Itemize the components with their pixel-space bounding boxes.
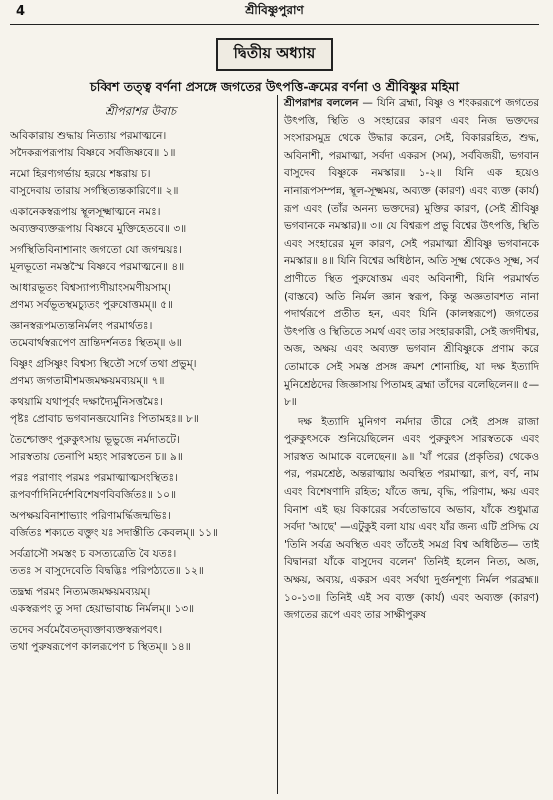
verse-3 [10, 204, 271, 238]
verse-line: কথয়ামি যথাপূর্বং দক্ষাদ্যৈর্মুনিসত্তমৈঃ। [10, 396, 163, 408]
sanskrit-verse-column [10, 95, 278, 794]
verse-line: অব্যক্তব্যক্তরূপায় বিষ্ণবে মুক্তিহেতবে॥ ৩॥ [10, 223, 187, 235]
verse-line: সদৈকরূপরূপায় বিষ্ণবে সর্বজিষ্ণবে॥ ১॥ [10, 147, 176, 159]
chapter-heading [10, 38, 539, 71]
verse-4 [10, 242, 271, 276]
verse-14 [10, 622, 271, 656]
translation-text-1: — যিনি ব্রহ্মা, বিষ্ণু ও শংকররূপে জগতের উৎপত্তি, স্থিতি ও সংহারের কারণ এবং নিজ ভক্তদের সংসারসমুদ্র থেকে উদ্ধার করেন, সেই, বিকাররহিত, শুদ্ধ, অবিনাশী, পরমাত্মা, সর্বদা একরস (সম), সর্ববিজয়ী, ভগবান বাসুদেব বিষ্ণুকে নমস্কার॥ ১-২॥ যিনি এক হয়েও নানারূপসম্পন্ন, স্থূল-সূক্ষ্মময়, অব্যক্ত (কারণ) এবং ব্যক্ত (কার্য) রূপ এবং (তাঁর অনন্য ভক্তদের) মুক্তির কারণ, (সেই শ্রীবিষ্ণু ভগবানকে নমস্কার)॥ ৩॥ যে বিশ্বরূপ প্রভু বিশ্বের উৎপত্তি, স্থিতি এবং সংহারের মূল কারণ, সেই পরমাত্মা শ্রীবিষ্ণু ভগবানকে নমস্কার॥ ৪॥ যিনি বিশ্বের অধিষ্ঠান, অতি সূক্ষ্ম থেকেও সূক্ষ্ম, সর্ব প্রাণীতে স্থিত পুরুষোত্তম এবং অবিনাশী, যিনি পরমার্থত (বাস্তবে) অতি নির্মল জ্ঞান স্বরূপ, কিন্তু অজ্ঞতাবশত নানা পদার্থরূপে প্রতীত হন, এবং যিনি (কালস্বরূপে) জগতের উৎপত্তি ও স্থিতিতে সমর্থ এবং তার সংহারকারী, সেই জগদীশ্বর, অজ, অক্ষয় এবং অব্যক্ত ভগবান শ্রীবিষ্ণুকে প্রণাম করে তোমাকে সেই সমস্ত প্রসঙ্গ ক্রমশ শোনাচ্ছি, যা দক্ষ ইত্যাদি মুনিশ্রেষ্ঠদের জিজ্ঞাসায় পিতামহ ব্রহ্মা তাঁদের বলেছিলেন॥ ৫—৮॥ [284, 97, 539, 409]
verse-line: বর্জিতঃ শক্যতে বক্তুং যঃ সদাস্তীতি কেবলম্॥ ১১॥ [10, 527, 219, 539]
verse-line: অপক্ষয়বিনাশাভ্যাং পরিণামর্দ্ধিজন্মভিঃ। [10, 510, 171, 522]
verse-line: জ্ঞানস্বরূপমত্যন্তনির্মলং পরমার্থতঃ। [10, 320, 153, 332]
verse-line: মূলভূতো নমস্তস্মৈ বিষ্ণবে পরমাত্মনে॥ ৪॥ [10, 261, 185, 273]
verse-2 [10, 166, 271, 200]
verse-line: তদেব সর্বমেবৈতদ্‌ব্যক্তাব্যক্তস্বরূপবৎ। [10, 624, 163, 636]
verse-13 [10, 584, 271, 618]
chapter-subtitle: চব্বিশ তত্ত্ব বর্ণনা প্রসঙ্গে জগতের উৎপত্তি-ক্রমের বর্ণনা ও শ্রীবিষ্ণুর মহিমা [90, 79, 459, 94]
verse-line: তথা পুরুষরূপেণ কালরূপেণ চ স্থিতম্॥ ১৪॥ [10, 641, 191, 653]
verse-line: অবিকারায় শুদ্ধায় নিত্যায় পরমাত্মনে। [10, 130, 167, 142]
verse-line: তদ্ব্রহ্ম পরমং নিত্যমজমক্ষয়মব্যয়ম্। [10, 586, 151, 598]
verse-line: প্রণম্য জগতামীশমজমক্ষয়মব্যয়ম্॥ ৭॥ [10, 375, 165, 387]
verse-line: পরঃ পরাণাং পরমঃ পরমাত্মাত্মসংস্থিতঃ। [10, 472, 178, 484]
verse-line: সর্গস্থিতিবিনাশানাং জগতো যো জগন্ময়ঃ। [10, 244, 182, 256]
verse-line: তমেবার্থস্বরূপেণ ভ্রান্তিদর্শনতঃ স্থিতম্॥ ৬॥ [10, 337, 182, 349]
verse-line: একানেকস্বরূপায় স্থূলসূক্ষ্মাত্মনে নমঃ। [10, 206, 161, 218]
verse-speaker: শ্রীপরাশর উবাচ [104, 104, 177, 118]
verse-line: তৈশ্চোক্তং পুরুকুৎসায় ভূভুজে নর্মদাতটে। [10, 434, 180, 446]
text-columns [10, 95, 539, 794]
verse-line: পৃষ্টঃ প্রোবাচ ভগবানব্জযোনিঃ পিতামহঃ॥ ৮॥ [10, 413, 199, 425]
verse-line: বাসুদেবায় তারায় সর্গস্থিত্যন্তকারিণে॥ ২॥ [10, 185, 179, 197]
verse-8 [10, 394, 271, 428]
verse-10 [10, 470, 271, 504]
verse-line: প্রণম্য সর্বভূতস্থমচ্যুতং পুরুষোত্তমম্॥ ৫॥ [10, 299, 173, 311]
verse-line: বিষ্ণুং গ্রসিষ্ণুং বিশ্বস্য স্থিতৌ সর্গে তথা প্রভুম্। [10, 358, 197, 370]
verse-5 [10, 280, 271, 314]
running-title: শ্রীবিষ্ণুপুরাণ [245, 3, 304, 17]
translation-speaker: শ্রীপরাশর বললেন [284, 97, 359, 109]
verse-line: আধারভূতং বিশ্বস্যাপ্যণীয়াংসমণীয়সাম্। [10, 282, 171, 294]
verse-line: রূপবর্ণাদিনির্দেশবিশেষণবিবর্জিতঃ॥ ১০॥ [10, 489, 177, 501]
verse-line: নমো হিরণ্যগর্ভায় হরয়ে শঙ্করায় চ। [10, 168, 151, 180]
verse-11 [10, 508, 271, 542]
translation-paragraph-2: দক্ষ ইত্যাদি মুনিগণ নর্মদার তীরে সেই প্রসঙ্গ রাজা পুরুকুৎসকে শুনিয়েছিলেন এবং পুরুকুৎস সারস্বতকে এবং সারস্বত আমাকে বলেছেন॥ ৯॥ 'যাঁ পরের (প্রকৃতির) থেকেও পর, পরমশ্রেষ্ঠ, অন্তরাত্মায় অবস্থিত পরমাত্মা, রূপ, বর্ণ, নাম এবং বিশেষণাদি রহিত; যাঁতে জন্ম, বৃদ্ধি, পরিণাম, ক্ষয় এবং বিনাশ এই ছয় বিকারের সর্বতোভাবে অভাব, যাঁকে শুধুমাত্র সর্বদা 'আছে' —এটুকুই বলা যায় এবং যাঁর জন্য এটি প্রসিদ্ধ যে 'তিনি সর্বত্র অবস্থিত এবং তাঁতেই সমগ্র বিশ্ব অধিষ্ঠিত— তাই বিদ্বানরা যাঁকে বাসুদেব বলেন' তিনিই হলেন নিত্য, অজ, অক্ষয়, অব্যয়, একরস এবং সর্বথা দুর্গুনশূণ্য নির্মল পরব্রহ্ম॥ ১০-১৩॥ তিনিই এই সব ব্যক্ত (কার্য) এবং অব্যক্ত (কারণ) জগতের রূপে এবং তার সাক্ষীপুরুষ [284, 415, 539, 622]
verse-line: একস্বরূপং তু সদা হেয়াভাবাচ্চ নির্মলম্॥ ১৩॥ [10, 603, 195, 615]
page-number: 4 [16, 4, 26, 19]
chapter-title: দ্বিতীয় অধ্যায় [216, 38, 334, 71]
verse-1 [10, 128, 271, 162]
verse-line: সারস্বতায় তেনাপি মহ্যং সারস্বতেন চ॥ ৯॥ [10, 451, 183, 463]
page-header [10, 0, 539, 25]
bengali-translation-column [278, 95, 539, 794]
verse-list [10, 128, 271, 656]
translation-paragraph-1 [284, 95, 539, 412]
verse-line: সর্বত্রাসৌ সমস্তং চ বসত্যত্রেতি বৈ যতঃ। [10, 548, 177, 560]
verse-12 [10, 546, 271, 580]
verse-6 [10, 318, 271, 352]
verse-7 [10, 356, 271, 390]
verse-9 [10, 432, 271, 466]
verse-line: ততঃ স বাসুদেবেতি বিদ্বদ্ভিঃ পরিপঠ্যতে॥ ১২॥ [10, 565, 204, 577]
